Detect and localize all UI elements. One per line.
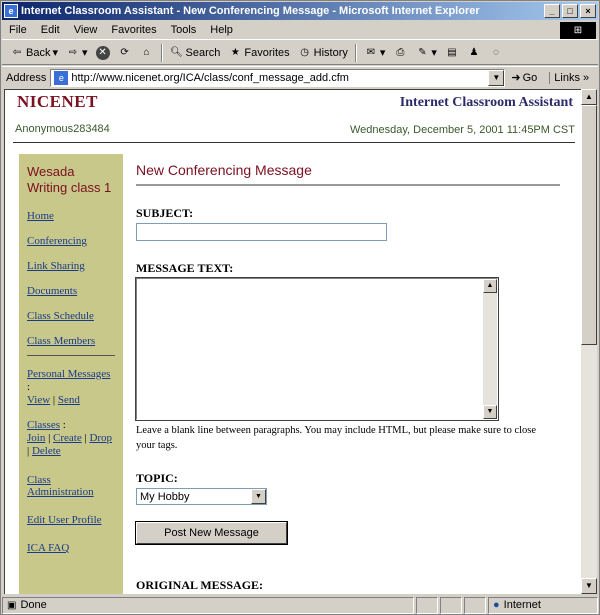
toolbar: [2, 41, 598, 65]
classes-delete-link[interactable]: Delete: [31, 445, 61, 457]
status-cell: [464, 597, 486, 614]
back-dropdown-icon: ▾: [52, 47, 58, 59]
print-button[interactable]: [389, 46, 411, 60]
chat-bubble-icon: ◌: [492, 46, 499, 58]
menu-bar: [2, 21, 598, 40]
related-button[interactable]: [485, 46, 507, 60]
forward-button[interactable]: [62, 46, 92, 60]
scroll-up-icon[interactable]: ▲: [483, 279, 497, 293]
message-scrollbar[interactable]: [483, 279, 497, 419]
pm-send-link[interactable]: Send: [57, 394, 80, 406]
forward-dropdown-icon: ▾: [82, 47, 88, 59]
favorites-button[interactable]: [224, 46, 293, 60]
topic-label: TOPIC:: [136, 471, 178, 485]
page-scroll-thumb[interactable]: [581, 105, 597, 345]
status-cell: [416, 597, 438, 614]
sidebar-item-conferencing[interactable]: Conferencing: [27, 235, 87, 247]
sidebar-item-home[interactable]: Home: [27, 210, 54, 222]
classes-join-link[interactable]: Join: [27, 432, 46, 444]
address-dropdown-icon[interactable]: ▼: [488, 70, 504, 86]
sidebar-divider: [27, 355, 115, 356]
mail-icon: ✉: [366, 46, 376, 58]
classes-drop-link[interactable]: Drop: [89, 432, 113, 444]
back-label: Back: [26, 46, 51, 59]
status-cell: [440, 597, 462, 614]
pm-view-link[interactable]: View: [27, 394, 51, 406]
search-label: Search: [185, 46, 221, 59]
page-viewport: [4, 89, 581, 594]
nicenet-logo[interactable]: [17, 92, 98, 112]
sidebar-item-edit-user-profile[interactable]: Edit User Profile: [27, 514, 102, 526]
discuss-button[interactable]: [441, 46, 463, 60]
classes-link[interactable]: Classes: [27, 419, 60, 431]
favorites-folder-icon: ★: [230, 46, 240, 58]
title-bar: [2, 2, 598, 20]
discuss-icon: ▤: [447, 46, 457, 58]
go-label: Go: [522, 71, 538, 84]
subject-input[interactable]: [136, 223, 387, 241]
menu-tools[interactable]: Tools: [170, 24, 197, 36]
menu-view[interactable]: View: [73, 24, 98, 36]
sidebar-item-ica-faq[interactable]: ICA FAQ: [27, 542, 70, 554]
personal-messages-block: Personal Messages : View | Send: [27, 368, 111, 406]
message-label: MESSAGE TEXT:: [136, 261, 234, 275]
windows-logo-icon: ⊞: [560, 22, 596, 39]
message-hint: Leave a blank line between paragraphs. You may include HTML, but please make sure to close your tags.: [136, 425, 537, 451]
home-button[interactable]: [136, 46, 158, 60]
original-message-label: ORIGINAL MESSAGE:: [136, 578, 264, 592]
history-button[interactable]: [294, 46, 352, 60]
edit-icon: ✎: [418, 46, 427, 58]
print-icon: ⎙: [396, 46, 405, 58]
mail-button[interactable]: [360, 46, 390, 60]
scroll-down-icon[interactable]: ▼: [483, 405, 497, 419]
page-icon: e: [54, 71, 68, 85]
page-scrollbar[interactable]: [581, 89, 597, 594]
menu-help[interactable]: Help: [210, 24, 233, 36]
page-scroll-down-icon[interactable]: ▼: [581, 578, 597, 594]
subject-label: SUBJECT:: [136, 206, 194, 220]
messenger-icon: ♟: [469, 46, 479, 58]
minimize-button[interactable]: _: [544, 4, 560, 18]
menu-favorites[interactable]: Favorites: [111, 24, 157, 36]
status-main: [2, 597, 414, 614]
message-textarea-wrapper: [136, 278, 498, 420]
toolbar-separator: [355, 44, 357, 62]
address-label: Address: [6, 71, 47, 84]
back-arrow-icon: ⇦: [12, 46, 22, 58]
address-input[interactable]: [50, 69, 505, 87]
maximize-button[interactable]: □: [562, 4, 578, 18]
links-label: Links: [554, 71, 580, 84]
menu-file[interactable]: File: [9, 24, 27, 36]
stop-button[interactable]: [92, 46, 114, 60]
edit-button[interactable]: [411, 46, 441, 60]
home-icon: ⌂: [143, 46, 150, 58]
page-done-icon: ▣: [7, 599, 17, 611]
message-textarea[interactable]: [137, 279, 483, 419]
username: Anonymous283484: [15, 123, 110, 135]
sidebar-item-class-administration[interactable]: Class Administration: [27, 474, 94, 498]
forward-arrow-icon: ⇨: [68, 46, 78, 58]
classes-block: Classes : Join | Create | Drop | Delete: [27, 419, 113, 457]
messenger-button[interactable]: [463, 46, 485, 60]
header-divider: [13, 142, 575, 143]
stop-icon: ✕: [96, 46, 110, 60]
address-bar: [2, 66, 598, 88]
personal-messages-link[interactable]: Personal Messages: [27, 368, 111, 380]
page-title: New Conferencing Message: [136, 162, 560, 186]
zone-label: Internet: [503, 599, 541, 611]
toolbar-separator: [161, 44, 163, 62]
sidebar-item-class-schedule[interactable]: Class Schedule: [27, 310, 94, 322]
refresh-button[interactable]: [114, 46, 136, 60]
ie-page-icon: e: [4, 4, 18, 18]
logo-text: NICENET: [17, 92, 98, 111]
go-button[interactable]: [511, 71, 537, 84]
favorites-label: Favorites: [244, 46, 290, 59]
back-button[interactable]: [6, 46, 62, 60]
classes-create-link[interactable]: Create: [53, 432, 82, 444]
datetime: Wednesday, December 5, 2001 11:45PM CST: [349, 124, 575, 136]
main-content: [136, 162, 566, 593]
edit-dropdown-icon: ▾: [431, 47, 437, 59]
close-button[interactable]: ×: [580, 4, 596, 18]
topic-selected-value: My Hobby: [140, 490, 190, 503]
history-icon: ◷: [300, 46, 309, 58]
page-scroll-up-icon[interactable]: ▲: [581, 89, 597, 105]
status-bar: [2, 596, 598, 614]
sidebar-item-documents[interactable]: Documents: [27, 285, 78, 297]
topic-select[interactable]: [136, 488, 267, 505]
security-zone: [488, 597, 598, 614]
refresh-icon: ⟳: [120, 46, 129, 58]
menu-edit[interactable]: Edit: [40, 24, 60, 36]
class-name: Wesada Writing class 1: [27, 164, 112, 195]
history-label: History: [313, 46, 348, 59]
sidebar-item-class-members[interactable]: Class Members: [27, 335, 96, 347]
post-new-message-button[interactable]: Post New Message: [136, 522, 287, 544]
address-url: http://www.nicenet.org/ICA/class/conf_message_add.cfm: [71, 71, 349, 84]
sidebar: [19, 154, 123, 594]
search-icon: 🔍︎: [170, 46, 183, 58]
links-button[interactable]: Links »: [549, 72, 589, 84]
mail-dropdown-icon: ▾: [379, 47, 386, 59]
go-arrow-icon: ➜: [511, 72, 521, 84]
status-text: Done: [20, 599, 47, 611]
search-button[interactable]: [166, 46, 225, 60]
chevron-down-icon[interactable]: ▼: [251, 489, 266, 504]
site-title: Internet Classroom Assistant: [399, 95, 573, 110]
internet-globe-icon: ●: [493, 599, 500, 611]
sidebar-item-link-sharing[interactable]: Link Sharing: [27, 260, 85, 272]
window-title: Internet Classroom Assistant - New Conferencing Message - Microsoft Internet Explorer: [21, 5, 480, 17]
